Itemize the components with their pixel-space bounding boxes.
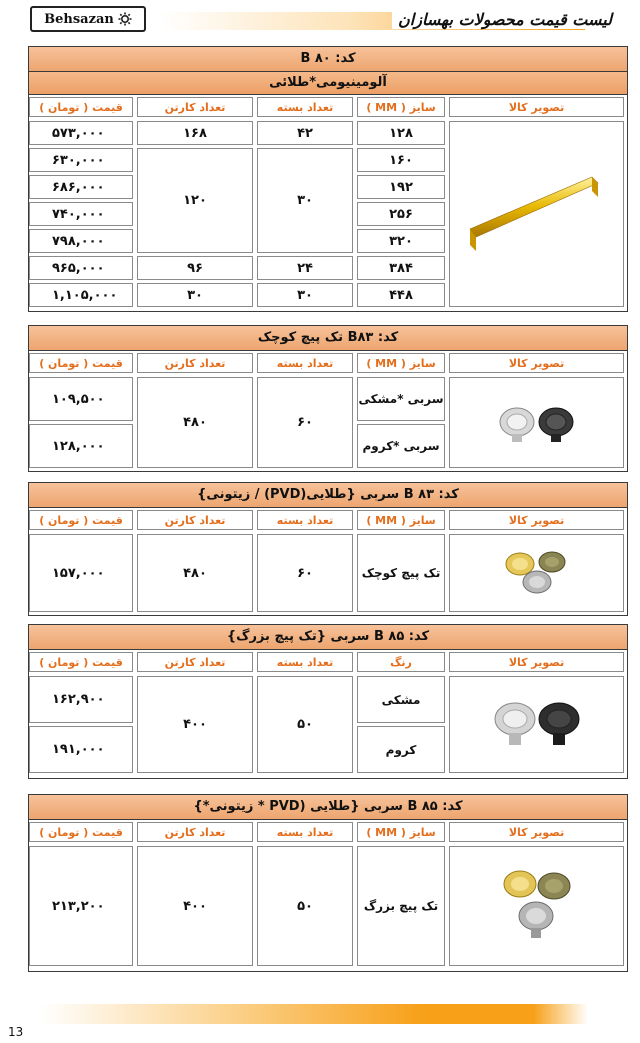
col-image-header: تصویر کالا: [449, 822, 624, 842]
price-cell: ۷۴۰,۰۰۰: [29, 202, 133, 226]
product-section-b85-pvd: [28, 794, 628, 972]
product-section-b80: [28, 46, 628, 312]
size-cell: ۲۵۶: [357, 202, 445, 226]
carton-cell: ۳۰: [137, 283, 253, 307]
col-price-header: قیمت ( تومان ): [29, 822, 133, 842]
product-image-cell: [449, 846, 624, 966]
size-cell: ۴۴۸: [357, 283, 445, 307]
pack-cell: ۶۰: [257, 534, 353, 612]
logo-text: Behsazan: [44, 11, 114, 27]
page-title: لیست قیمت محصولات بهسازان: [392, 10, 618, 29]
product-section-b85-big: [28, 624, 628, 779]
knob-pair-image: [492, 398, 582, 448]
price-cell: ۶۳۰,۰۰۰: [29, 148, 133, 172]
col-carton-header: تعداد کارتن: [137, 353, 253, 373]
col-carton-header: تعداد کارتن: [137, 510, 253, 530]
carton-cell: ۱۲۰: [137, 148, 253, 253]
carton-cell: ۱۶۸: [137, 121, 253, 145]
carton-cell: ۴۰۰: [137, 846, 253, 966]
product-image-cell: [449, 676, 624, 773]
price-cell: ۱۵۷,۰۰۰: [29, 534, 133, 612]
col-carton-header: تعداد کارتن: [137, 97, 253, 117]
knob-trio-image: [492, 864, 582, 949]
color-cell: کروم: [357, 726, 445, 773]
product-code-bar: کد: B ۸۳ سربی {طلایی(PVD) / زیتونی}: [29, 483, 627, 508]
price-cell: ۱۹۱,۰۰۰: [29, 726, 133, 773]
col-size-header: سایز ( MM ): [357, 353, 445, 373]
gold-bar-handle-image: [462, 159, 612, 269]
col-size-header: سایز ( MM ): [357, 822, 445, 842]
col-image-header: تصویر کالا: [449, 353, 624, 373]
price-cell: ۱۶۲,۹۰۰: [29, 676, 133, 723]
page-number: 13: [8, 1025, 24, 1039]
size-cell: ۳۸۴: [357, 256, 445, 280]
pack-cell: ۳۰: [257, 283, 353, 307]
price-cell: ۲۱۳,۲۰۰: [29, 846, 133, 966]
pack-cell: ۶۰: [257, 377, 353, 468]
price-cell: ۹۶۵,۰۰۰: [29, 256, 133, 280]
size-cell: سربی *کروم: [357, 424, 445, 468]
header-title-wrap: [340, 6, 630, 40]
col-pack-header: تعداد بسته: [257, 652, 353, 672]
carton-cell: ۴۸۰: [137, 377, 253, 468]
col-price-header: قیمت ( تومان ): [29, 510, 133, 530]
knob-pair-image: [487, 695, 587, 755]
pack-cell: ۳۰: [257, 148, 353, 253]
size-cell: تک پیچ بزرگ: [357, 846, 445, 966]
color-cell: مشکی: [357, 676, 445, 723]
col-price-header: قیمت ( تومان ): [29, 652, 133, 672]
knob-trio-image: [492, 546, 582, 601]
col-carton-header: تعداد کارتن: [137, 652, 253, 672]
product-section-b83-small: [28, 325, 628, 472]
pack-cell: ۵۰: [257, 676, 353, 773]
col-pack-header: تعداد بسته: [257, 353, 353, 373]
col-price-header: قیمت ( تومان ): [29, 353, 133, 373]
size-cell: ۱۲۸: [357, 121, 445, 145]
pack-cell: ۵۰: [257, 846, 353, 966]
size-cell: ۱۶۰: [357, 148, 445, 172]
product-code-bar: کد: B ۸۵ سربی {طلایی (PVD * زیتونی*}: [29, 795, 627, 820]
pack-cell: ۲۴: [257, 256, 353, 280]
product-code-bar: کد: B ۸۰: [29, 47, 627, 72]
product-image-cell: [449, 121, 624, 307]
carton-cell: ۹۶: [137, 256, 253, 280]
col-image-header: تصویر کالا: [449, 97, 624, 117]
carton-cell: ۴۸۰: [137, 534, 253, 612]
col-color-header: رنگ: [357, 652, 445, 672]
product-image-cell: [449, 377, 624, 468]
col-size-header: سایز ( MM ): [357, 510, 445, 530]
sun-icon: [118, 12, 132, 26]
price-cell: ۱,۱۰۵,۰۰۰: [29, 283, 133, 307]
price-cell: ۶۸۶,۰۰۰: [29, 175, 133, 199]
col-image-header: تصویر کالا: [449, 652, 624, 672]
product-code-bar: کد: B ۸۵ سربی {تک پیچ بزرگ}: [29, 625, 627, 650]
col-size-header: سایز ( MM ): [357, 97, 445, 117]
size-cell: ۱۹۲: [357, 175, 445, 199]
col-price-header: قیمت ( تومان ): [29, 97, 133, 117]
price-cell: ۵۷۳,۰۰۰: [29, 121, 133, 145]
col-pack-header: تعداد بسته: [257, 510, 353, 530]
price-cell: ۱۲۸,۰۰۰: [29, 424, 133, 468]
pack-cell: ۴۲: [257, 121, 353, 145]
size-cell: سربی *مشکی: [357, 377, 445, 421]
product-image-cell: [449, 534, 624, 612]
brand-logo: [30, 6, 146, 32]
material-bar: آلومینیومی*طلائی: [29, 72, 627, 95]
footer-accent-bar: [40, 1004, 588, 1024]
col-image-header: تصویر کالا: [449, 510, 624, 530]
col-carton-header: تعداد کارتن: [137, 822, 253, 842]
col-pack-header: تعداد بسته: [257, 822, 353, 842]
product-code-bar: کد: B۸۳ تک پیچ کوچک: [29, 326, 627, 351]
size-cell: ۳۲۰: [357, 229, 445, 253]
carton-cell: ۴۰۰: [137, 676, 253, 773]
product-section-b83-pvd: [28, 482, 628, 616]
price-cell: ۱۰۹,۵۰۰: [29, 377, 133, 421]
size-cell: تک پیچ کوچک: [357, 534, 445, 612]
price-cell: ۷۹۸,۰۰۰: [29, 229, 133, 253]
col-pack-header: تعداد بسته: [257, 97, 353, 117]
